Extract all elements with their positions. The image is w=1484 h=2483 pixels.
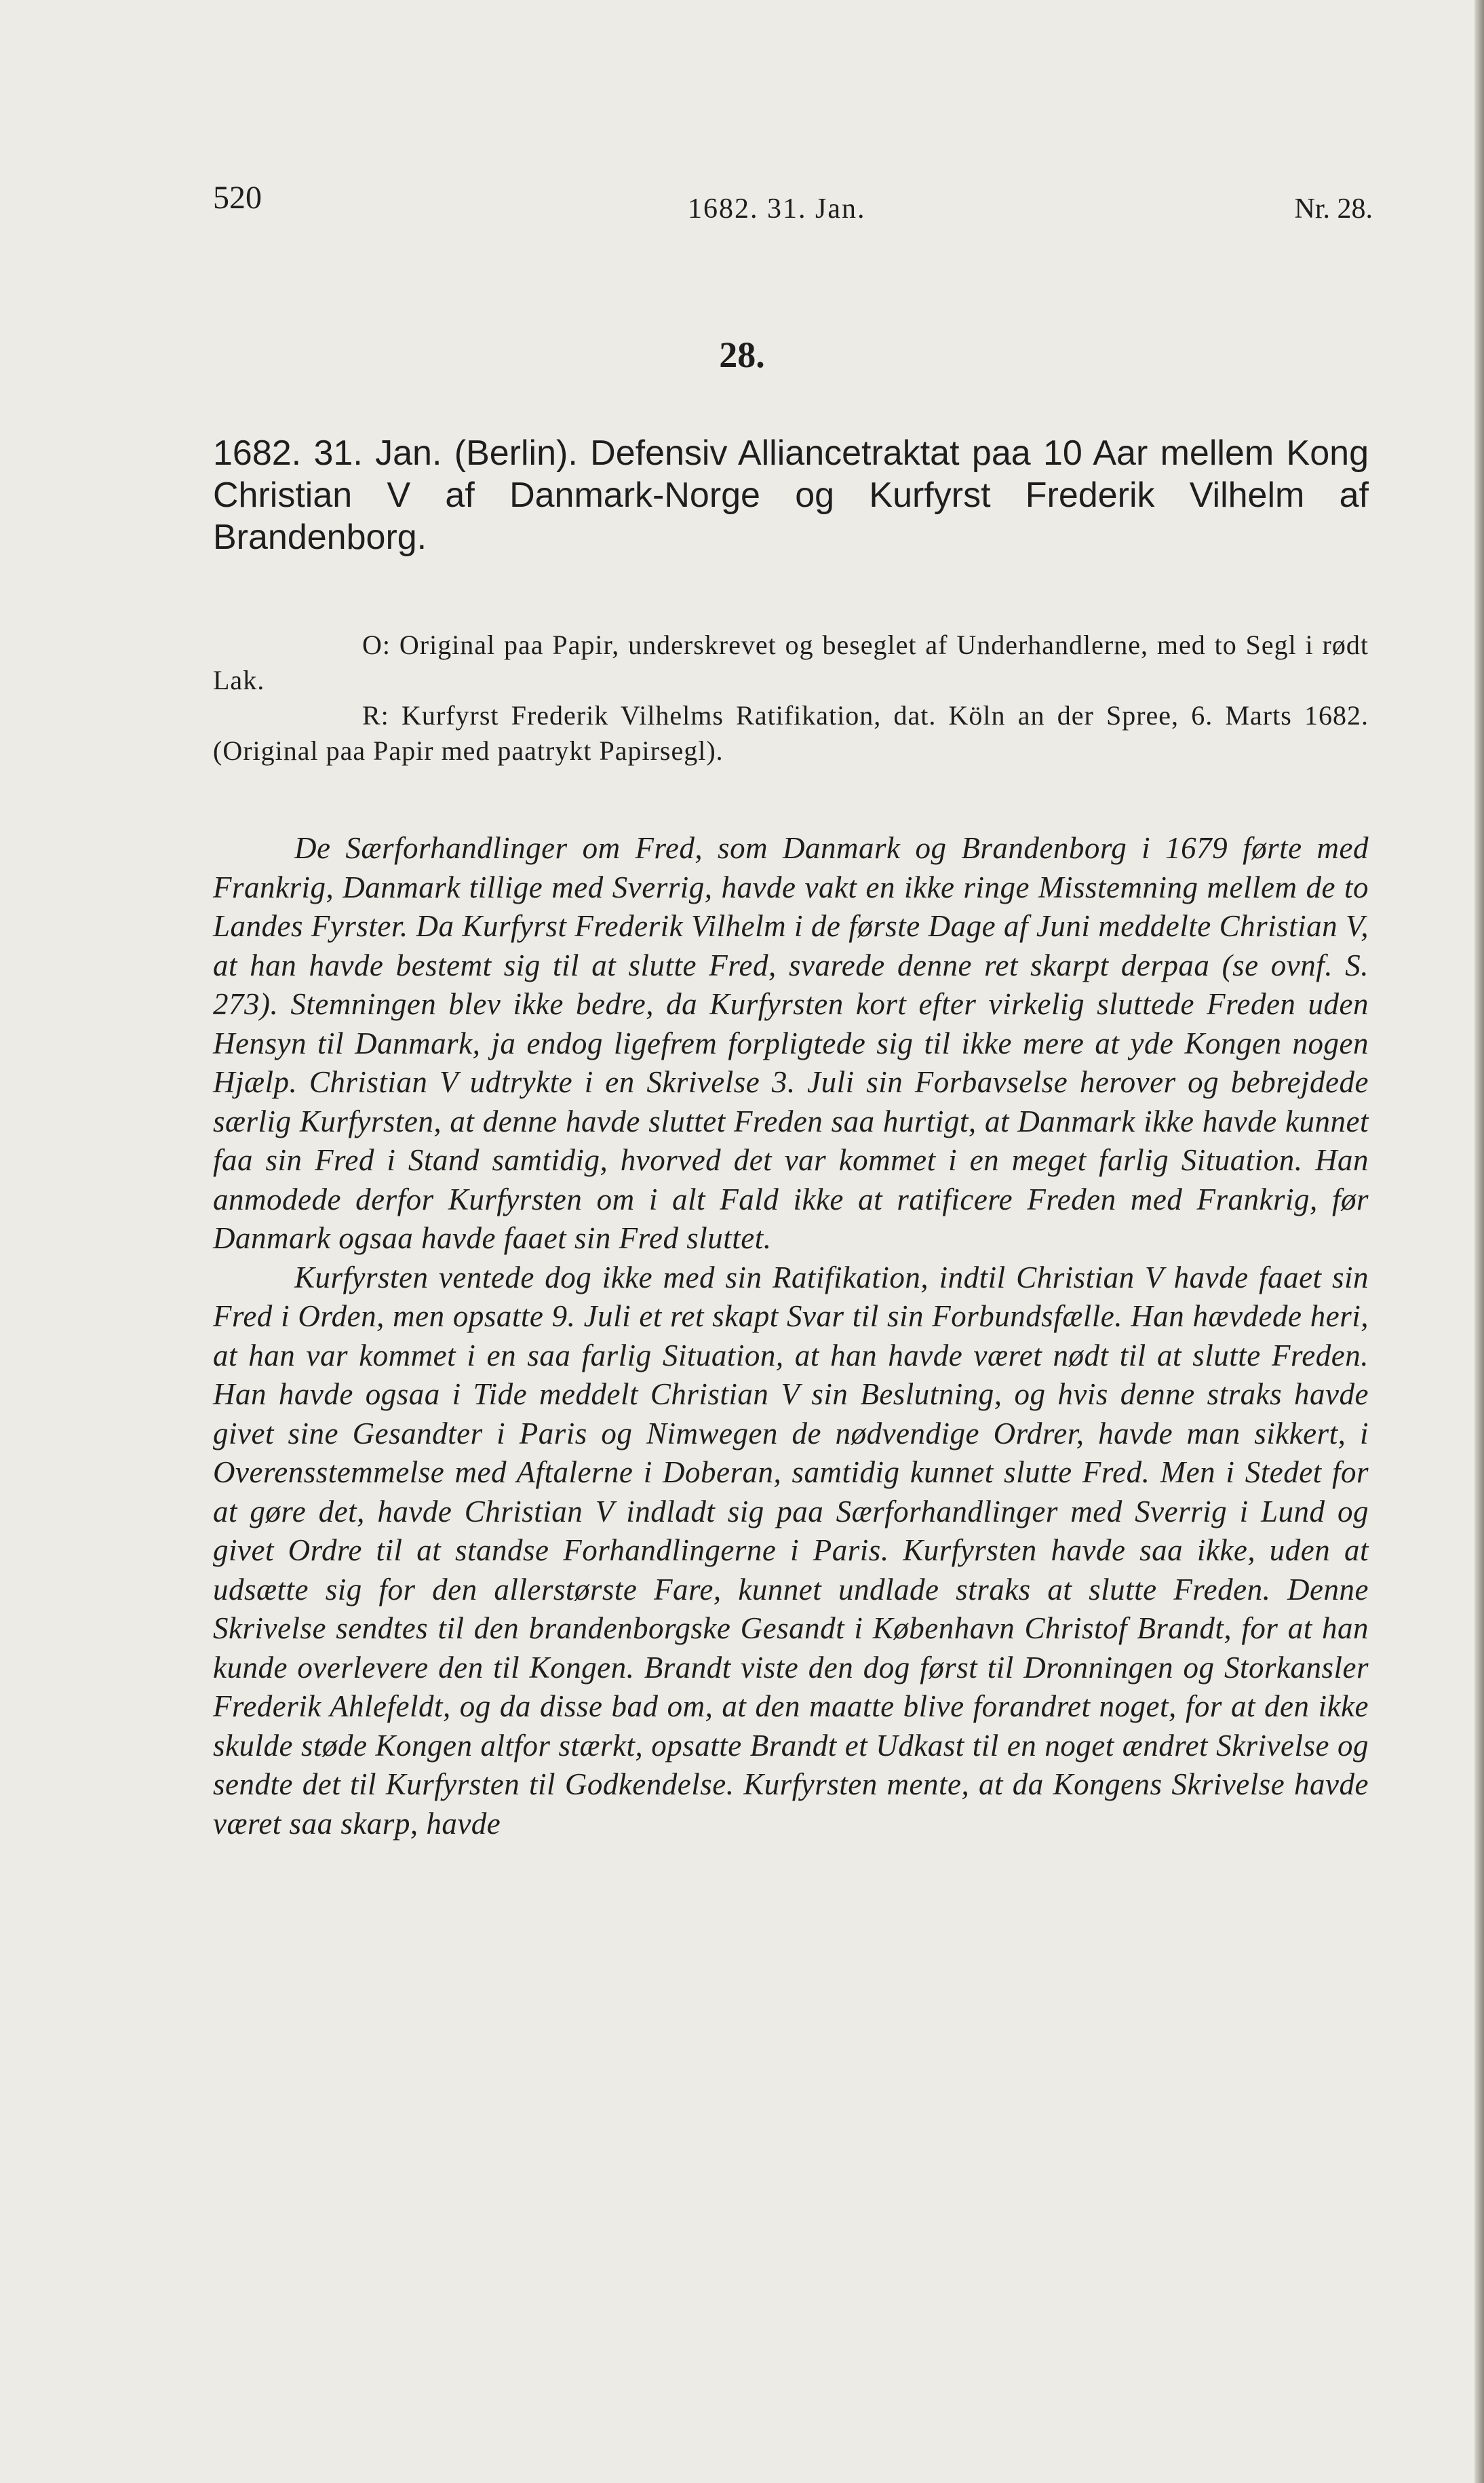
introduction-text bbox=[213, 829, 1369, 1843]
document-heading: 1682. 31. Jan. (Berlin). Defensiv Alliancetraktat paa 10 Aar mellem Kong Christian V af Danmark-Norge og Kurfyrst Frederik Vilhelm af Brandenborg. bbox=[213, 434, 1369, 557]
running-head-document-number: Nr. 28. bbox=[1294, 193, 1373, 225]
page-edge bbox=[1475, 0, 1484, 2483]
running-head-date: 1682. 31. Jan. bbox=[688, 193, 866, 225]
source-ratification: R: Kurfyrst Frederik Vilhelms Ratifikation, dat. Köln an der Spree, 6. Marts 1682. (Original paa Papir med paatrykt Papirsegl). bbox=[213, 700, 1369, 766]
paragraph: De Særforhandlinger om Fred, som Danmark og Brandenborg i 1679 førte med Frankrig, Danmark tillige med Sverrig, havde vakt en ikke ringe Misstemning mellem de to Landes Fyrster. Da Kurfyrst Frederik Vilhelm i de første Dage af Juni meddelte Christian V, at han havde bestemt sig til at slutte Fred, svarede denne ret skarpt derpaa (se ovnf. S. 273). Stemningen blev ikke bedre, da Kurfyrsten kort efter virkelig sluttede Freden uden Hensyn til Danmark, ja endog ligefrem forpligtede sig til ikke mere at yde Kongen nogen Hjælp. Christian V udtrykte i en Skrivelse 3. Juli sin Forbavselse herover og bebrejdede særlig Kurfyrsten, at denne havde sluttet Freden saa hurtigt, at Danmark ikke havde kunnet faa sin Fred i Stand samtidig, hvorved det var kommet i en meget farlig Situation. Han anmodede derfor Kurfyrsten om i alt Fald ikke at ratificere Freden med Frankrig, før Danmark ogsaa havde faaet sin Fred sluttet. bbox=[213, 831, 1369, 1255]
source-original: O: Original paa Papir, underskrevet og beseglet af Underhandlerne, med to Segl i rødt Lak. bbox=[213, 630, 1369, 695]
document-number: 28. bbox=[719, 334, 765, 375]
source-notes bbox=[213, 628, 1369, 769]
paragraph: Kurfyrsten ventede dog ikke med sin Ratifikation, indtil Christian V havde faaet sin Fred i Orden, men opsatte 9. Juli et ret skapt Svar til sin Forbundsfælle. Han hævdede heri, at han var kommet i en saa farlig Situation, at han havde været nødt til at slutte Freden. Han havde ogsaa i Tide meddelt Christian V sin Beslutning, og hvis denne straks havde givet sine Gesandter i Paris og Nimwegen de nødvendige Ordrer, havde man sikkert, i Overensstemmelse med Aftalerne i Doberan, samtidig kunnet slutte Fred. Men i Stedet for at gøre det, havde Christian V indladt sig paa Særforhandlinger med Sverrig i Lund og givet Ordre til at standse Forhandlingerne i Paris. Kurfyrsten havde saa ikke, uden at udsætte sig for den allerstørste Fare, kunnet undlade straks at slutte Freden. Denne Skrivelse sendtes til den brandenborgske Gesandt i København Christof Brandt, for at han kunde overlevere den til Kongen. Brandt viste den dog først til Dronningen og Storkansler Frederik Ahlefeldt, og da disse bad om, at den maatte blive forandret noget, for at den ikke skulde støde Kongen altfor stærkt, opsatte Brandt et Udkast til en noget ændret Skrivelse og sendte det til Kurfyrsten til Godkendelse. Kurfyrsten mente, at da Kongens Skrivelse havde været saa skarp, havde bbox=[213, 1260, 1369, 1841]
running-head bbox=[213, 179, 1373, 227]
page-number: 520 bbox=[213, 180, 262, 216]
